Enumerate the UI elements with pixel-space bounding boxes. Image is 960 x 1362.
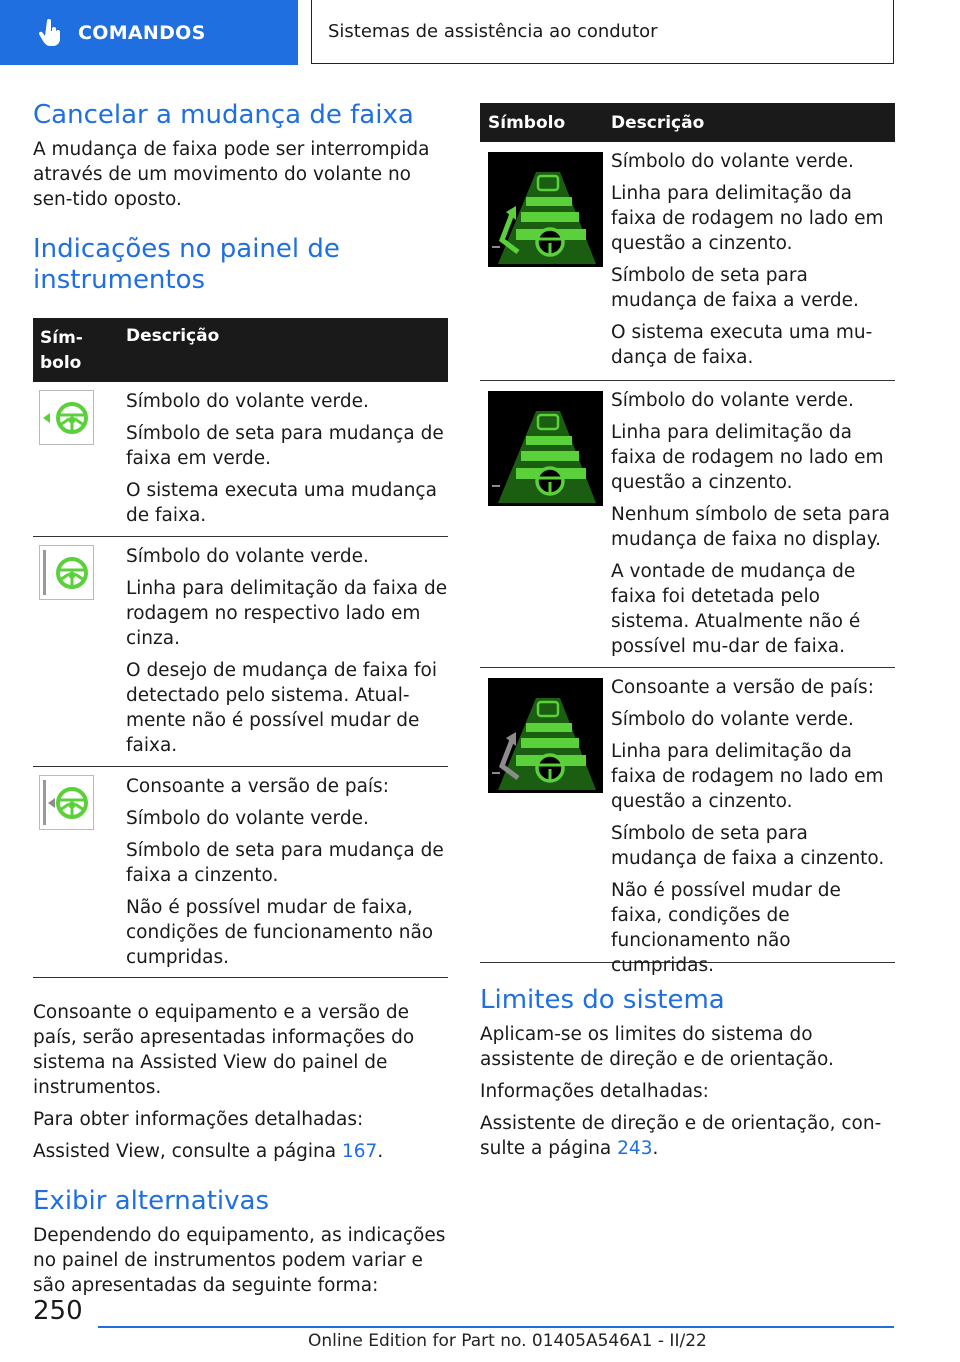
steering-gray-arrow-icon <box>39 775 94 830</box>
limits-reference: Assistente de direção e de orientação, con-sulte a página 243. <box>480 1113 882 1159</box>
details-text: Para obter informações detalhadas: <box>33 1109 364 1130</box>
table-header <box>33 318 448 382</box>
assisted-view-text: Consoante o equipamento e a versão de país, serão apresentadas informações do sistema na Assisted View do painel de instrumentos. <box>33 1002 415 1098</box>
right-column <box>480 103 895 1161</box>
chapter-title: Sistemas de assistência ao condutor <box>328 21 658 42</box>
row-description: Consoante a versão de país: Símbolo do volante verde. Linha para delimitação da faixa de rodagem no lado em questão a cinzento. Símbolo de seta para mudança de faixa a cinzento. Não é possível mudar de faixa, condições de funcionamento não cumpridas. <box>611 677 885 976</box>
alternatives-title: Exibir alternativas <box>33 1186 269 1216</box>
table-row <box>33 537 448 767</box>
steering-arrow-green-icon <box>39 390 94 445</box>
reference-text: Assisted View, consulte a página 167. <box>33 1141 384 1162</box>
indications-table <box>33 318 448 978</box>
header-symbol: Sím-bolo <box>40 328 83 373</box>
section-title: COMANDOS <box>78 21 206 44</box>
indications-title: Indicações no painel de instrumentos <box>33 234 340 295</box>
table-row <box>33 767 448 978</box>
table-row <box>33 382 448 537</box>
assisted-view-lane-gray-icon <box>488 391 603 506</box>
alternatives-text: Dependendo do equipamento, as indicações no painel de instrumentos podem variar e são apresentadas da seguinte forma: <box>33 1225 446 1296</box>
left-column <box>33 100 448 1298</box>
header-description: Descrição <box>611 112 705 133</box>
table-header <box>480 103 895 142</box>
header-symbol: Símbolo <box>488 112 566 133</box>
section-tab <box>0 0 298 65</box>
limits-text: Aplicam-se os limites do sistema do assistente de direção e de orientação. <box>480 1024 834 1070</box>
cancel-text: A mudança de faixa pode ser interrompida através de um movimento do volante no sen-tido oposto. <box>33 139 430 210</box>
assisted-view-lane-change-gray-icon <box>488 678 603 793</box>
row-description: Consoante a versão de país: Símbolo do volante verde. Símbolo de seta para mudança de faixa a cinzento. Não é possível mudar de faixa, condições de funcionamento não cumpridas. <box>126 776 444 968</box>
row-description: Símbolo do volante verde. Linha para delimitação da faixa de rodagem no lado em questão a cinzento. Nenhum símbolo de seta para mudança de faixa no display. A vontade de mudança de faixa foi detetada pelo sistema. Atualmente não é possível mu-dar de faixa. <box>611 390 891 657</box>
row-description: Símbolo do volante verde. Linha para delimitação da faixa de rodagem no lado em questão a cinzento. Símbolo de seta para mudança de faixa a verde. O sistema executa uma mu-dança de faixa. <box>611 151 884 368</box>
limits-details: Informações detalhadas: <box>480 1081 709 1102</box>
table-row <box>480 142 895 381</box>
assisted-view-lane-change-green-icon <box>488 152 603 267</box>
page-number: 250 <box>33 1296 83 1326</box>
table-row <box>480 381 895 668</box>
header-description: Descrição <box>126 326 220 346</box>
edition-text: Online Edition for Part no. 01405A546A1 - II/22 <box>308 1331 707 1351</box>
footer-divider <box>98 1326 894 1328</box>
row-description: Símbolo do volante verde. Símbolo de seta para mudança de faixa em verde. O sistema executa uma mudança de faixa. <box>126 391 444 526</box>
limits-title: Limites do sistema <box>480 985 725 1015</box>
row-description: Símbolo do volante verde. Linha para delimitação da faixa de rodagem no respectivo lado em cinza. O desejo de mudança de faixa foi detectado pelo sistema. Atual-mente não é possível mudar de faixa. <box>126 546 448 756</box>
cancel-title: Cancelar a mudança de faixa <box>33 100 414 130</box>
hand-pointer-icon <box>38 19 78 47</box>
page-link[interactable]: 167 <box>342 1141 378 1162</box>
chapter-header <box>311 0 894 64</box>
table-row <box>480 668 895 976</box>
steering-gray-line-icon <box>39 545 94 600</box>
page-link[interactable]: 243 <box>617 1138 653 1159</box>
